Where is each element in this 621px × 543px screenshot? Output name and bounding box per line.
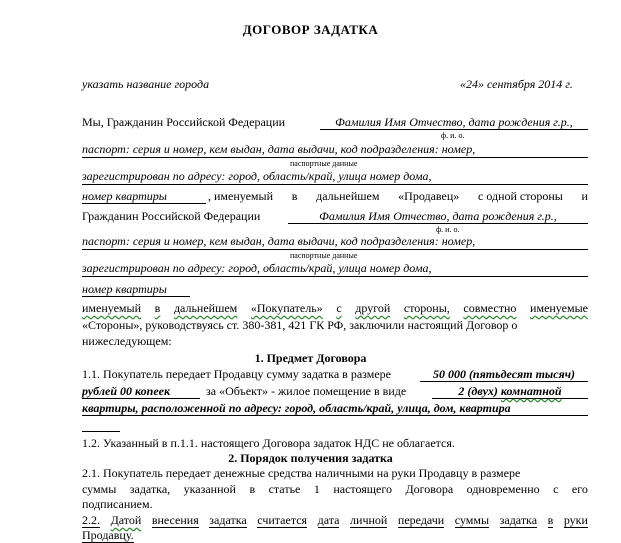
party2-fio-caption: ф. и. о. xyxy=(436,225,460,234)
word: считается xyxy=(257,513,308,527)
section2-p1-line1: 2.1. Покупатель передает денежные средства наличными на руки Продавцу в размере xyxy=(82,466,521,480)
word: именуемые xyxy=(530,301,588,315)
word: 1 xyxy=(313,482,320,496)
party1-name-field: Фамилия Имя Отчество, дата рождения г.р., xyxy=(320,115,588,130)
section2-heading: 2. Порядок получения задатка xyxy=(228,451,393,465)
word: в xyxy=(154,301,161,315)
word: именуемый xyxy=(82,301,142,315)
word: и xyxy=(581,189,588,203)
word: в xyxy=(291,189,298,203)
word: «Продавец» xyxy=(398,189,460,203)
word: задатка, xyxy=(129,482,171,496)
party2-passport: паспорт: серия и номер, кем выдан, дата выдачи, код подразделения: номер, xyxy=(82,234,476,248)
word: указанной xyxy=(183,482,236,496)
word: , именуемый xyxy=(208,189,274,203)
party2-name-field: Фамилия Имя Отчество, дата рождения г.р., xyxy=(288,209,588,224)
word: дальнейшем xyxy=(173,301,238,315)
section2-p1-line3: подписанием. xyxy=(82,497,153,511)
word: статье xyxy=(268,482,301,496)
object-text: за «Объект» - жилое помещение в виде xyxy=(206,384,407,398)
party1-passport-caption: паспортные данные xyxy=(290,159,358,168)
kopecks-field: рублей 00 копеек xyxy=(82,384,200,399)
party1-passport: паспорт: серия и номер, кем выдан, дата выдачи, код подразделения: номер, xyxy=(82,142,476,156)
party1-apartment-field: номер квартиры xyxy=(82,189,206,204)
word: в xyxy=(249,482,256,496)
word: в xyxy=(547,513,554,527)
word: Договора xyxy=(405,482,454,496)
section2-p2-line1 xyxy=(82,513,588,528)
rooms-word: комнатной xyxy=(500,384,562,398)
section1-p2: 1.2. Указанный в п.1.1. настоящего Договора задаток НДС не облагается. xyxy=(82,436,455,450)
contract-date: «24» сентября 2014 г. xyxy=(460,77,573,91)
section1-heading: 1. Предмет Договора xyxy=(254,351,367,365)
section1-p1-text: 1.1. Покупатель передает Продавцу сумму задатка в размере xyxy=(82,367,391,381)
word: 2.2. xyxy=(82,513,100,527)
word: с xyxy=(336,301,342,315)
word: одновременно xyxy=(466,482,540,496)
party2-apartment-field: номер квартиры xyxy=(82,282,190,297)
word: настоящего xyxy=(333,482,392,496)
party1-passport-line xyxy=(82,142,588,158)
blank-line xyxy=(82,431,120,432)
rooms-count: 2 (двух) xyxy=(458,384,498,398)
party2-address-line xyxy=(82,261,588,277)
word: суммы xyxy=(454,513,490,527)
word: другой xyxy=(355,301,391,315)
section2-p2-line2: Продавцу. xyxy=(82,528,134,542)
preamble-line-3: нижеследующем: xyxy=(82,334,172,348)
deposit-amount-field: 50 000 (пятьдесят тысяч) xyxy=(420,367,588,382)
apartment-address-field: квартиры, расположенной по адресу: город, область/край, улица, дом, квартира xyxy=(82,401,588,416)
word: с xyxy=(553,482,559,496)
party2-passport-line xyxy=(82,234,588,250)
rooms-field xyxy=(432,384,588,399)
word: передачи xyxy=(397,513,445,527)
word: руки xyxy=(563,513,588,527)
word: дата xyxy=(317,513,340,527)
word: совместно xyxy=(463,301,517,315)
party2-intro: Гражданин Российской Федерации xyxy=(82,209,261,223)
word: Датой xyxy=(110,513,142,527)
preamble-line-2: «Стороны», руководствуясь ст. 380-381, 421 ГК РФ, заключили настоящий Договор о xyxy=(82,318,518,332)
section2-p1-line2 xyxy=(82,482,588,496)
party2-address: зарегистрирован по адресу: город, область/край, улица номер дома, xyxy=(82,261,432,275)
word: личной xyxy=(350,513,388,527)
preamble-line-1 xyxy=(82,301,588,315)
party1-address-line xyxy=(82,169,588,185)
word: с одной стороны xyxy=(478,189,563,203)
word: задатка xyxy=(499,513,538,527)
party1-intro: Мы, Гражданин Российской Федерации xyxy=(82,115,286,129)
word: суммы xyxy=(82,482,117,496)
party1-fio-caption: ф. и. о. xyxy=(441,131,465,140)
word: «Покупатель» xyxy=(250,301,323,315)
word: дальнейшем xyxy=(316,189,380,203)
city-placeholder: указать название города xyxy=(82,77,210,91)
party1-address: зарегистрирован по адресу: город, область/край, улица номер дома, xyxy=(82,169,432,183)
word: задатка xyxy=(209,513,247,527)
party2-passport-caption: паспортные данные xyxy=(290,251,358,260)
word: его xyxy=(571,482,588,496)
word: стороны, xyxy=(403,301,450,315)
party1-named-line xyxy=(208,189,588,203)
word: внесения xyxy=(151,513,199,527)
document-title: ДОГОВОР ЗАДАТКА xyxy=(242,22,379,37)
